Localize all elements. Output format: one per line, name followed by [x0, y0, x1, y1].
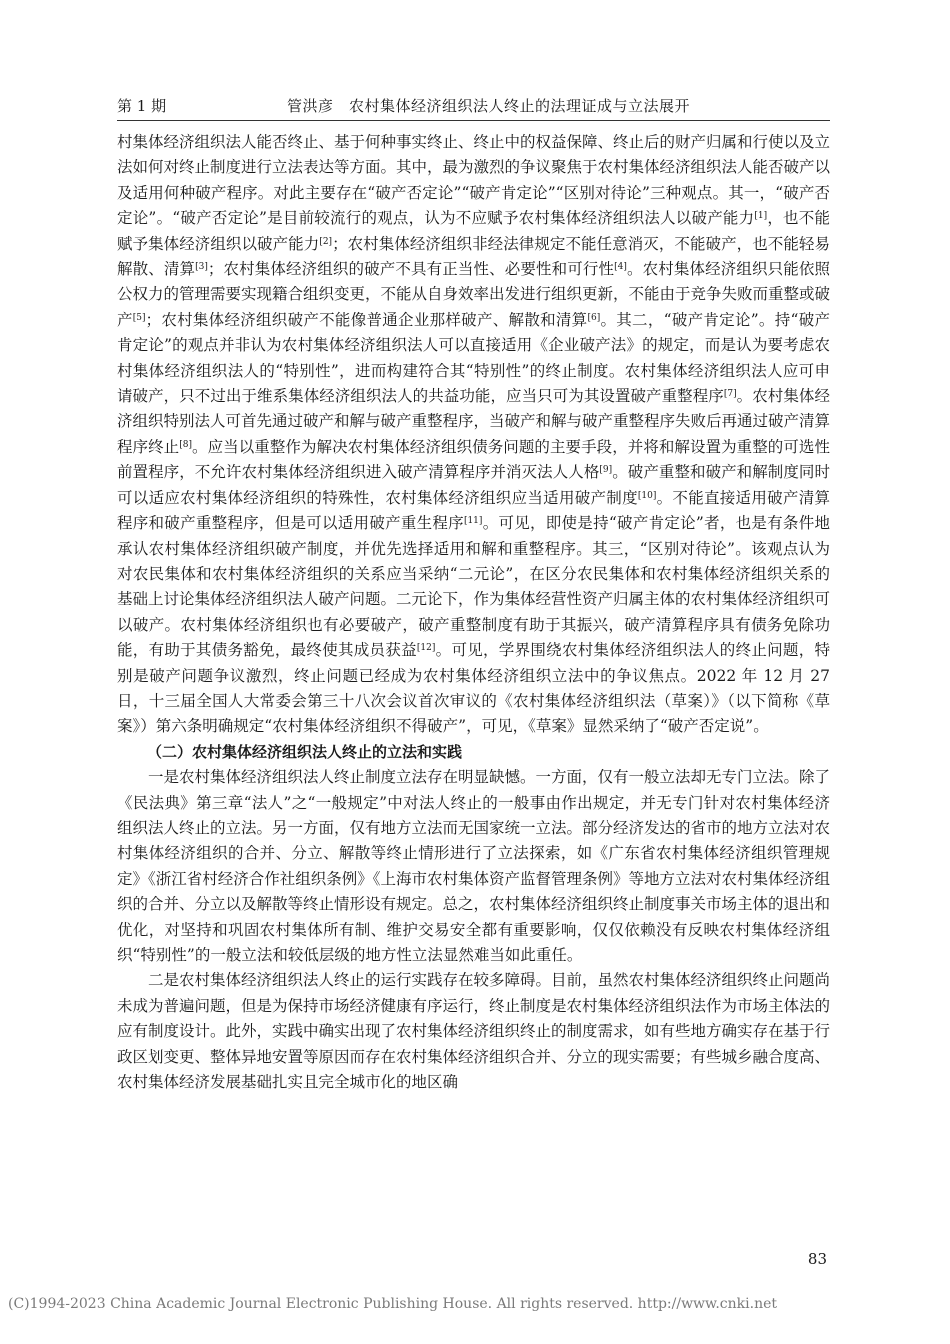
paragraph-legislation: 一是农村集体经济组织法人终止制度立法存在明显缺憾。一方面，仅有一般立法却无专门立法。除了《民法典》第三章“法人”之“一般规定”中对法人终止的一般事由作出规定，并无专门针对农村集体经济组织法人终止的立法。另一方面，仅有地方立法而无国家统一立法。部分经济发达的省市的地方立法对农村集体经济组织的合并、分立、解散等终止情形进行了立法探索，如《广东省农村集体经济组织管理规定》《浙江省村经济合作社组织条例》《上海市农村集体资产监督管理条例》等地方立法对农村集体经济组织的合并、分立以及解散等终止情形设有规定。总之，农村集体经济组织终止制度事关市场主体的退出和优化，对坚持和巩固农村集体所有制、维护交易安全都有重要影响，仅仅依赖没有反映农村集体经济组织“特别性”的一般立法和较低层级的地方性立法显然难当如此重任。 — [117, 768, 831, 964]
text: ；农村集体经济组织非经法律规定不能任意消灭，不能破产，也不能轻易解散、清算 — [117, 234, 830, 279]
running-header — [117, 95, 830, 117]
text: 。农村集体经济组织只能依照公权力的管理需要实现籍合组织变更，不能从自身效率出发进行组织更新，不能由于竞争失败而重整或破产 — [117, 260, 831, 329]
page-number: 83 — [807, 1250, 827, 1268]
text: 。可见，即使是持“破产肯定论”者，也是有条件地承认农村集体经济组织破产制度，并优先选择适用和解和重整程序。其三，“区别对待论”。该观点认为对农民集体和农村集体经济组织的关系应当采纳“二元论”，在区分农民集体和农村集体经济组织关系的基础上讨论集体经济组织法人破产问题。二元论下，作为集体经营性资产归属主体的农村集体经济组织可以破产。农村集体经济组织也有必要破产，破产重整制度有助于其振兴，破产清算程序具有债务免除功能，有助于其债务豁免，最终使其成员获益 — [117, 514, 831, 660]
citation: [12] — [416, 643, 436, 654]
citation: [2] — [319, 236, 333, 247]
citation: [6] — [587, 312, 601, 323]
citation: [4] — [614, 262, 627, 273]
paragraph-practice: 二是农村集体经济组织法人终止的运行实践存在较多障碍。目前，虽然农村集体经济组织终止问题尚未成为普遍问题，但是为保持市场经济健康有序运行，终止制度是农村集体经济组织法作为市场主体法的应有制度设计。此外，实践中确实出现了农村集体经济组织终止的制度需求，如有些地方确实存在基于行政区划变更、整体异地安置等原因而存在农村集体经济组织合并、分立的现实需要；有些城乡融合度高、农村集体经济发展基础扎实且完全城市化的地区确 — [117, 971, 831, 1092]
text: 。农村集体经济组织特别法人可首先通过破产和解与破产重整程序，当破产和解与破产重整程序失败后再通过破产清算程序终止 — [117, 387, 831, 456]
header-author-title: 管洪彦 农村集体经济组织法人终止的法理证成与立法展开 — [287, 97, 691, 115]
article-body — [117, 130, 830, 1095]
issue-number: 第 1 期 — [117, 97, 167, 115]
citation: [3] — [195, 262, 208, 273]
citation: [9] — [599, 465, 613, 476]
text: 。应当以重整作为解决农村集体经济组织债务问题的主要手段，并将和解设置为重整的可选性前置程序，不允许农村集体经济组织进入破产清算程序并消灭法人人格 — [117, 437, 830, 482]
section-heading: （二）农村集体经济组织法人终止的立法和实践 — [147, 742, 463, 761]
text: 。可见，学界围绕农村集体经济组织法人的终止问题，特别是破产问题争议激烈，终止问题已经成为农村集体经济组织立法中的争议焦点。2022 年 12 月 27 日，十三届全国人大常委会第三十八次会议首次审议的《农村集体经济组织法（草案）》（以下简称《草案》）第六条明确规定“农村集体经济组织不得破产”，可见，《草案》显然采纳了“破产否定说”。 — [117, 641, 830, 736]
text: 。不能直接适用破产清算程序和破产重整程序，但是可以适用破产重生程序 — [117, 488, 830, 533]
citation: [10] — [637, 490, 657, 501]
paragraph-debate — [117, 130, 830, 740]
citation: [8] — [179, 439, 192, 450]
text: ，也不能赋予集体经济组织以破产能力 — [117, 209, 830, 253]
copyright-footer: (C)1994-2023 China Academic Journal Electronic Publishing House. All rights reserved. http://www.cnki.net — [8, 1296, 778, 1312]
text: 。其二，“破产肯定论”。持“破产肯定论”的观点并非认为农村集体经济组织法人可以直接适用《企业破产法》的规定，而是认为要考虑农村集体经济组织法人的“特别性”，进而构建符合其“特别性”的终止制度。农村集体经济组织法人应可申请破产，只不过出于维系集体经济组织法人的共益功能，应当只可为其设置破产重整程序 — [117, 310, 830, 406]
citation: [5] — [132, 312, 146, 323]
text: ；农村集体经济组织的破产不具有正当性、必要性和可行性 — [207, 260, 615, 279]
text: ；农村集体经济组织破产不能像普通企业那样破产、解散和清算 — [145, 310, 588, 329]
text: 村集体经济组织法人能否终止、基于何种事实终止、终止中的权益保障、终止后的财产归属和行使以及立法如何对终止制度进行立法表达等方面。其中，最为激烈的争议聚焦于农村集体经济组织法人能否破产以及适用何种破产程序。对此主要存在“破产否定论”“破产肯定论”“区别对待论”三种观点。其一，“破产否定论”。“破产否定论”是目前较流行的观点，认为不应赋予农村集体经济组织法人以破产能力 — [117, 133, 831, 228]
citation: [11] — [463, 516, 483, 527]
header-divider — [117, 120, 830, 121]
citation: [7] — [723, 389, 737, 400]
text: 。破产重整和破产和解制度同时可以适应农村集体经济组织的特殊性，农村集体经济组织应当适用破产制度 — [117, 463, 830, 507]
citation: [1] — [754, 211, 768, 222]
